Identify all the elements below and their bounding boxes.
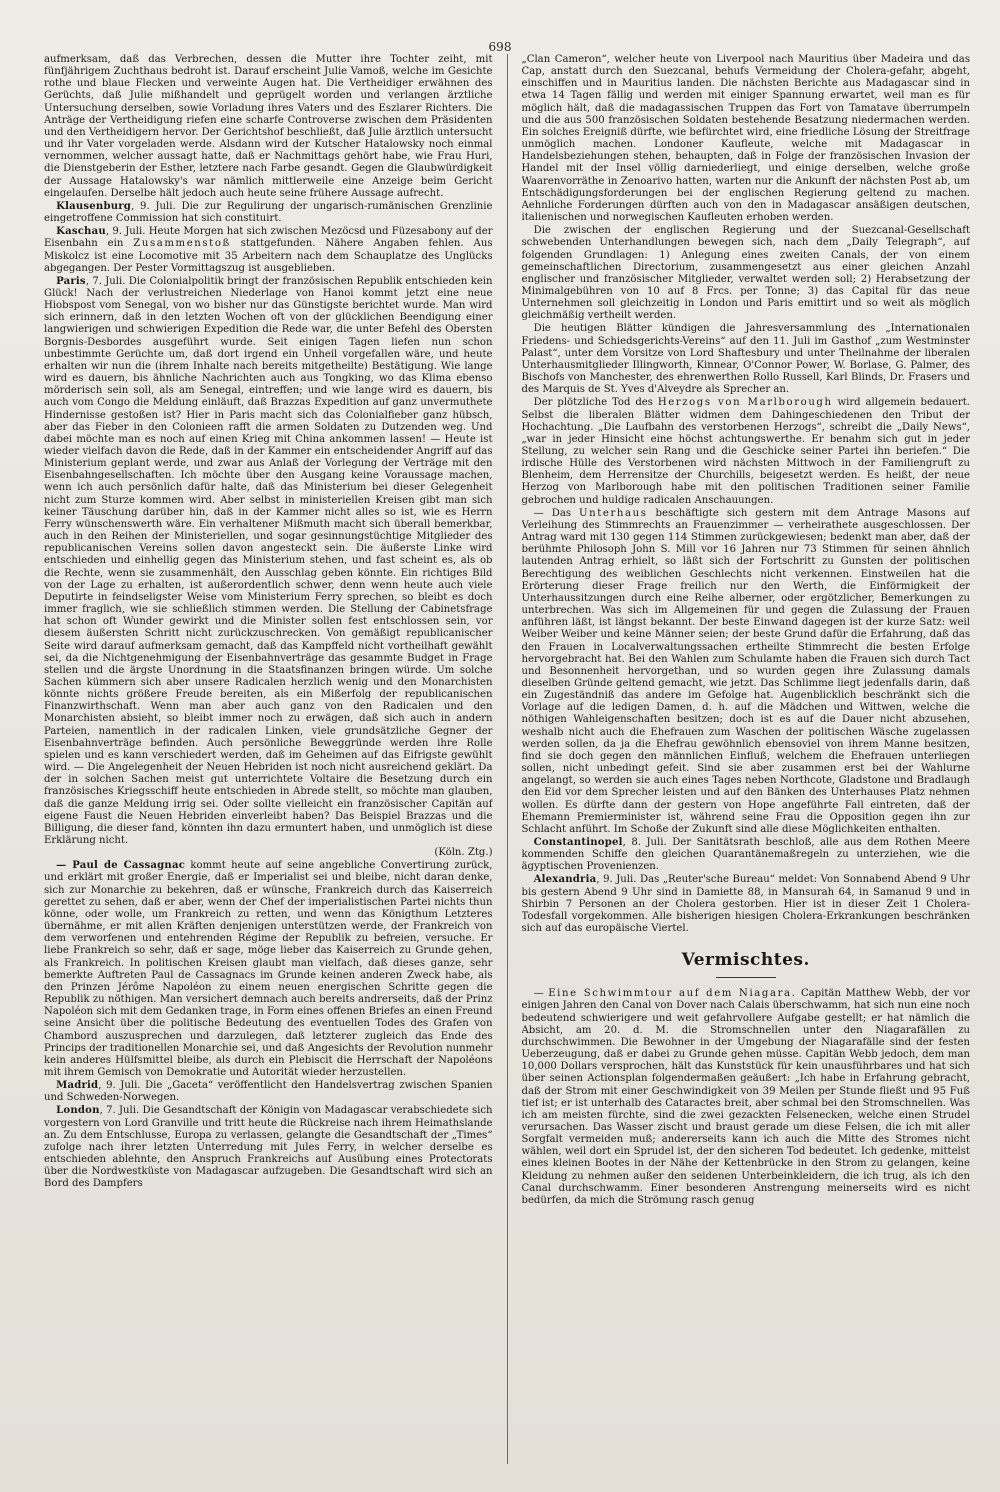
article-cassagnac [44,860,493,1079]
article-london [44,1105,493,1190]
article-text: Die „Gaceta“ veröffentlicht den Handelsvertrag zwischen Spanien und Schweden-Norwegen. [44,1080,493,1104]
dateline-date: , 9. Juli. [98,1080,141,1092]
page-number: 698 [488,40,512,54]
article-text: Heute Morgen hat sich zwischen Mezöcsd und Füzesabony auf der Eisenbahn ein [44,226,493,250]
article-text: wird allgemein bedauert. Selbst die liberalen Blätter widmen dem Dahingeschiedenen den Tribut der Hochachtung. „Die Laufbahn des verstorbenen Herzogs“, schreibt die „Daily News“, „war in jeder Hinsicht eine höchst achtungswerthe. Er benahm sich gut in jeder Stellung, zu welcher sein Rang und die Geschicke seiner Partei ihn beriefen.“ Die irdische Hülle des Verstorbenen wird nächsten Mittwoch in der Familiengruft zu Blenheim, dem Herrensitze der Churchills, beigesetzt werden. Es heißt, der neue Herzog von Marlborough habe mit den politischen Traditionen seiner Familie gebrochen und huldige radicalen Anschauungen. [521,397,971,506]
text-columns [44,54,970,1464]
spaced-text: Unterhaus [579,507,648,519]
dateline-date: , 9. Juli. [131,200,176,212]
left-column [44,54,493,1464]
column-divider [507,54,508,1464]
article-kaschau [44,226,493,275]
article-unterhaus [522,508,971,836]
article-constantinopel [522,837,971,873]
article-suezcanal: Die zwischen der englischen Regierung und der Suezcanal-Gesellschaft schwebenden Unterhandlungen bewegen sich, nach dem „Daily Telegraph“, auf folgenden Grundlagen: 1) Anlegung eines zweiten Canals, der von einem gemeinschaftlichen Directorium, zusammengesetzt aus einer gleichen Anzahl englischer und französischer Mitglieder, verwaltet werden soll; 2) Herabsetzung der Minimalgebühren von 10 auf 8 Frcs. per Tonne; 3) das Capital für das neue Unternehmen soll gleichzeitig in London und Paris emittirt und so weit als möglich gleichmäßig vertheilt werden. [521,225,971,322]
right-column [522,54,971,1464]
article-text: Die Gesandtschaft der Königin von Madagascar verabschiedete sich vorgestern von Lord Granville und tritt heute die Rückreise nach ihrem Heimathslande an. Zu dem Entschlusse, Europa zu verlassen, gelangte die Gesandtschaft der „Times“ zufolge nach ihrer letzten Unterredung mit Jules Ferry, in welcher derselbe es entschieden ablehnte, den Anspruch Frankreichs auf Ausübung eines Protectorats über die Nordwestküste von Madagascar aufzugeben. Die Gesandtschaft wird sich an Bord des Dampfers [44,1105,493,1190]
article-london-continued: „Clan Cameron“, welcher heute von Liverpool nach Mauritius über Madeira und das Cap, anstatt durch den Suezcanal, behufs Vermeidung der Cholera-gefahr, abgeht, einschiffen und in Mauritius landen. Die nächsten Berichte aus Madagascar sind in etwa 14 Tagen fällig und werden mit einiger Spannung erwartet, weil man es für möglich hält, daß die madagassischen Truppen das Fort von Tamatave überrumpeln und die aus 500 französischen Soldaten bestehende Besatzung niedermachen werden. Ein solches Ereigniß dürfte, wie befürchtet wird, eine friedliche Lösung der Streitfrage unmöglich machen. Londoner Kaufleute, welche mit Madagascar in Handelsbeziehungen stehen, behaupten, daß in Folge der französischen Invasion der Handel mit der Insel völlig darniederliegt, und einige derselben, welche große Waarenvorräthe in Zenoarivo hatten, warten nur die Ankunft der nächsten Post ab, um Entschädigungsforderungen bei der englischen Regierung geltend zu machen. Aehnliche Forderungen dürften auch von den in Madagascar ansäßigen deutschen, italienischen und norwegischen Kaufleuten erhoben werden. [521,54,971,224]
article-text: kommt heute auf seine angebliche Convertirung zurück, und erklärt mit großer Energie, daß er Imperialist sei und bleibe, nicht daran denke, sich zur Monarchie zu bekehren, daß er wünsche, Frankreich durch das Kaiserreich gerettet zu sehen, daß er aber, wenn der Chef der imperialistischen Partei nichts thun könne, oder wolle, um Frankreich zu retten, und wenn das Königthum Letzteres übernähme, er mit allen Kräften denjenigen unterstützen werde, der Frankreich von dem verworfenen und entehrenden Régime der Republik zu befreien, versuche. Er liebe Frankreich so sehr, daß er sage, möge lieber das Kaiserreich zu Grunde gehen, als Frankreich. In politischen Kreisen glaubt man vielfach, daß dieses ganze, sehr bemerkte Auftreten Paul de Cassagnacs im Grunde keinen anderen Zweck habe, als den Prinzen Jérôme Napoléon zu einem neuen energischen Schritte gegen die Republik zu nöthigen. Man versichert demnach auch bereits andrerseits, daß der Prinz Napoléon sich mit dem Gedanken trage, in Form eines offenen Briefes an einen Freund seine Ansicht über die politische Bedeutung des eventuellen Todes des Grafen von Chambord auszusprechen und darzulegen, daß letzterer zugleich das Ende des Princips der traditionellen Monarchie sei, und daß Angesichts der Revolution nunmehr kein anderes Hülfsmittel bleibe, als durch ein Plebiscit die Herrschaft der Napoléons mit ihrem Gemisch von Demokratie und Autorität wieder herzustellen. [44,860,493,1078]
dateline-place: Klausenburg [56,200,132,212]
dateline-place: Alexandria [533,874,597,886]
article-friedensverein: Die heutigen Blätter kündigen die Jahresversammlung des „Internationalen Friedens- und Schiedsgerichts-Vereins“ auf den 11. Juli im Gasthof „zum Westminster Palast“, unter dem Vorsitze von Lord Shaftesbury und unter Theilnahme der liberalen Unterhausmitglieder Illingworth, Kinnear, O'Connor Power, W. Borlase, G. Palmer, des Bischofs von Manchester, des ehrenwerthen Rollo Russell, Karl Blinds, Dr. Frasers und des Marquis de St. Yves d'Alveydre als Sprecher an. [521,323,971,396]
dateline-date: , 8. Juli. [622,837,667,848]
dateline-date: , 7. Juli. [99,1105,140,1117]
article-text: Der plötzliche Tod des [533,397,658,409]
dateline-place: Kaschau [56,226,106,238]
article-intro: aufmerksam, daß das Verbrechen, dessen die Mutter ihre Tochter zeiht, mit fünfjährigem Zuchthaus bedroht ist. Darauf erscheint Julie Vamoß, welche im Gesichte rothe und blaue Flecken und verweinte Augen hat. Die Vertheidiger erwähnen des Gerüchts, daß Julie mißhandelt und geprügelt worden und verlangen ärztliche Untersuchung derselben, sowie Vorladung ihres Vaters und des Eszlarer Richters. Die Anträge der Vertheidigung riefen eine scharfe Controverse zwischen dem Präsidenten und den Vertheidigern hervor. Der Gerichtshof beschließt, daß Julie ärztlich untersucht und ihr Vater vorgeladen werde. Alsdann wird der Kutscher Hatalowsky noch einmal vernommen, welcher aussagt hatte, daß er Nachmittags gehört habe, wie Frau Huri, die Dienstgeberin der Esther, letztere nach Farbe gesandt. Gegen die Glaubwürdigkeit der Aussage Hatalowsky's war nämlich mittlerweile eine Anzeige beim Gericht eingelaufen. Derselbe hält jedoch auch heute seine frühere Aussage aufrecht. [44,54,493,199]
article-text: stattgefunden. Nähere Angaben fehlen. Aus Miskolcz ist eine Locomotive mit 35 Arbeitern nach dem Schauplatze des Unglücks abgegangen. Der Pester Vormittagszug ist ausgeblieben. [44,238,493,274]
spaced-text: Herzogs von Marlborough [657,397,833,409]
article-text: Der Sanitätsrath beschloß, alle aus dem Rothen Meere kommenden Schiffe den gleichen Quarantänemaßregeln zu unterziehen, wie die ägyptischen Provenienzen. [521,837,971,873]
article-text: beschäftigte sich gestern mit dem Antrage Masons auf Verleihung des Stimmrechts an Frauenzimmer — verheirathete ausgeschlossen. Der Antrag ward mit 130 gegen 114 Stimmen zurückgewiesen; bedenkt man aber, daß der berühmte Philosoph John S. Mill vor 16 Jahren nur 73 Stimmen für seinen ähnlich lautenden Antrag erhielt, so läßt sich der Fortschritt zu Gunsten der politischen Berechtigung des weiblichen Geschlechts nicht verkennen. Einstweilen hat die Erörterung dieser Frage freilich nur den Werth, die Einförmigkeit der Unterhaussitzungen durch eine Reihe alberner, oder ergötzlicher, Bemerkungen zu unterbrechen. Was sich im Allgemeinen für und gegen die Zulassung der Frauen anführen läßt, ist längst bekannt. Der beste Einwand dagegen ist der kurze Satz: weil Weiber Weiber und keine Männer seien; der beste Grund dafür die Erfahrung, daß das den Frauen in Localverwaltungssachen ertheilte Stimmrecht die besten Erfolge hervorgebracht hat. Bei den Wahlen zum Schulamte haben die Frauen sich durch Tact und Besonnenheit hervorgethan, und so wurden gegen ihre Zulassung damals dieselben Gründe geltend gemacht, wie jetzt. Das Schlimme liegt jedenfalls darin, daß ein Zugeständniß das andere im Gefolge hat. Augenblicklich beschränkt sich die Vorlage auf die ledigen Damen, d. h. auf die Mädchen und Wittwen, welche die nöthigen Wahleigenschaften besitzen; doch ist es auf die Dauer nicht abzusehen, weshalb nicht auch die Ehefrauen zum Waschen der politischen Wäsche zugelassen werden sollen, da ja die Ehefrau gewöhnlich ebensoviel von ihrem Manne besitzen, find sie doch gegen den männlichen Einfluß, welchem die Ehefrauen unterliegen sollen, nicht unbedingt gefeit. Sind sie aber zusammen erst bei der Wahlurne angelangt, so werden sie auch eines Tages neben Northcote, Gladstone und Bradlaugh den Eid vor dem Sprecher leisten und auf den Bänken des Unterhauses Platz nehmen wollen. Es dürfte dann der gestern von Hope angeführte Fall eintreten, daß der Ehemann Premierminister ist, während seine Frau die Opposition gegen ihn zur Schlacht anführt. Im Schoße der Zukunft sind alle diese Möglichkeiten enthalten. [521,507,971,835]
spaced-text: Eine Schwimmtour auf dem Niagara. [548,988,797,1000]
article-text: Die zur Regulirung der ungarisch-rumänischen Grenzlinie eingetroffene Commission hat sich constituirt. [44,200,493,225]
section-rule [716,977,776,978]
article-niagara [522,988,971,1207]
article-text: Das „Reuter'sche Bureau“ meldet: Von Sonnabend Abend 9 Uhr bis gestern Abend 9 Uhr sind in Damiette 88, in Mansurah 64, in Samanud 9 und in Shirbin 7 Personen an der Cholera gestorben. Hier ist in dieser Zeit 1 Cholera-Todesfall vorgekommen. Alle bisherigen hiesigen Cholera-Erkrankungen beschränken sich auf das europäische Viertel. [521,874,971,935]
article-madrid [44,1080,493,1104]
article-paris [44,276,493,860]
dateline-place: Constantinopel [533,837,623,848]
article-marlborough [522,397,971,506]
article-lead: — Paul de Cassagnac [56,860,186,872]
section-heading: Vermischtes. [681,950,810,971]
dateline-place: Madrid [56,1080,99,1092]
dateline-date: , 9. Juli. [596,874,637,886]
article-alexandria [522,874,971,935]
article-text: Capitän Matthew Webb, der vor einigen Jahren den Canal von Dover nach Calais überschwamm, hat sich nun eine noch bedeutend schwierigere und weit gefahrvollere Aufgabe gestellt; er hat nämlich die Absicht, am 20. d. M. die Stromschnellen unter den Niagarafällen zu durchschwimmen. Die Bewohner in der Umgebung der Niagarafälle sind der festen Ueberzeugung, daß er dabei zu Grunde gehen müsse. Capitän Webb jedoch, dem man 10,000 Dollars versprochen, hält das Kunststück für kein unausführbares und hat sich über seinen Actionsplan folgendermaßen geäußert: „Ich habe in Erfahrung gebracht, daß der Strom mit einer Geschwindigkeit von 39 Meilen per Stunde fließt und 95 Fuß tief ist; er ist unterhalb des Cataractes breit, aber schmal bei den Stromschnellen. Was ich am meisten fürchte, sind die zwei gezackten Felsenecken, welche einen Strudel verursachen. Das Wasser zischt und braust gerade um diese Felsen, die ich mit aller Sorgfalt vermeiden muß; andererseits kann ich auch die Mitte des Stromes nicht wählen, weil dort ein Sprudel ist, der den sicheren Tod bedeutet. Ich gedenke, mittelst eines kleinen Bootes in der Nähe der Kettenbrücke in den Strom zu gelangen, keine Kleidung zu nehmen außer den seidenen Unterbeinkleidern, die ich trug, als ich den Canal durchschwamm. Einer besonderen Anstrengung meinerseits wird es nicht bedürfen, da mich die Strömung rasch genug [521,988,971,1206]
dateline-place: Paris [56,275,86,287]
dateline-date: , 7. Juli. [85,275,126,287]
article-text: — [533,988,549,1000]
article-text: Die Colonialpolitik bringt der französischen Republik entschieden kein Glück! Nach der verlustreichen Niederlage von Hanoi kommt jetzt eine neue Hiobspost vom Senegal, von wo bisher nur das Günstigste berichtet wurde. Man wird sich erinnern, daß in den letzten Wochen oft von der glücklichen Beendigung einer langwierigen und schwierigen Expedition die Rede war, die unter Befehl des Obersten Borgnis-Desbordes ausgeführt wurde. Seit einigen Tagen liefen nun schon unbestimmte Gerüchte um, daß dort irgend ein Unheil vorgefallen wäre, und heute erhalten wir nun die (ihrem Inhalte nach bereits mitgetheilte) Bestätigung. Wie lange wird es dauern, bis ähnliche Nachrichten auch aus Tongking, wo das Klima ebenso mörderisch sein soll, als am Senegal, eintreffen; und wie lange wird es dauern, bis auch vom Congo die Meldung einläuft, daß Brazzas Expedition auf ganz unvermuthete Hindernisse gestoßen ist? Hier in Paris macht sich das Colonialfieber ganz hübsch, aber das Fieber in den Colonieen rafft die armen Soldaten zu Dutzenden weg. Und dabei möchte man es noch auf einen Krieg mit China ankommen lassen! — Heute ist wieder vielfach davon die Rede, daß in der Kammer ein entscheidender Angriff auf das Ministerium geplant werde, und zwar aus Anlaß der Vorlegung der Verträge mit den Eisenbahngesellschaften. Ich möchte über den Ausgang keine Voraussage machen, wenn ich auch persönlich dafür halte, daß das Ministerium bei dieser Gelegenheit nicht zum Sturze kommen wird. Aber selbst in ministeriellen Kreisen gibt man sich keiner Täuschung darüber hin, daß in der Kammer nicht alles so ist, wie es Herrn Ferry wünschenswerth wäre. Ein verhaltener Mißmuth macht sich überall bemerkbar, auch in den Reihen der Ministeriellen, und sogar gesinnungstüchtige Mitglieder des republicanischen Vereins sollen davon angesteckt sein. Die äußerste Linke wird entschieden und einhellig gegen das Ministerium stehen, und fast scheint es, als ob die Rechte, wenn sie zusammenhält, den Ausschlag geben könnte. Ein richtiges Bild von der Lage zu erhalten, ist außerordentlich schwer, denn wenn heute auch viele Deputirte in feindseligster Weise vom Ministerium Ferry sprechen, so bleibt es doch immer fraglich, wie sie schließlich stimmen werden. Die Stellung der Cabinetsfrage hat schon oft Wunder gewirkt und die Minister sollen fest entschlossen sein, vor diesem äußersten Schritt nicht zurückzuschrecken. Von gemäßigt republicanischer Seite wird darauf aufmerksam gemacht, daß das Kampffeld nicht vortheilhaft gewählt sei, da die Nichtgenehmigung der Eisenbahnverträge das gesammte Budget in Frage stellen und die ärgste Unordnung in die Staatsfinanzen bringen würde. Um solche Sachen kümmern sich aber unsere Radicalen herzlich wenig und den Monarchisten könnte nichts größere Freude bereiten, als ein Mißerfolg der republicanischen Finanzwirthschaft. Wenn man aber auch ganz von den Radicalen und den Monarchisten absieht, so bleibt immer noch zu erwägen, daß sich auch in andern Parteien, namentlich in der radicalen Linken, viele grundsätzliche Gegner der Eisenbahnverträge befinden. Auch persönliche Beweggründe werden ihre Rolle spielen und es kann verschiedert werden, daß im Geheimen auf das Eifrigste gewühlt wird. — Die Angelegenheit der Neuen Hebriden ist noch nicht ausreichend geklärt. Da der in solchen Sachen meist gut unterrichtete Voltaire die Besetzung durch ein französisches Kriegsschiff heute entschieden in Abrede stellt, so möchte man glauben, daß die ganze Meldung irrig sei. Oder sollte vielleicht ein französischer Capitän auf eigene Faust die Neuen Hebriden einverleibt haben? Das Beispiel Brazzas und die Billigung, die dieser fand, könnten ihn dazu ermuntert haben, und unmöglich ist diese Erklärung nicht. [44,275,493,846]
article-source: (Köln. Ztg.) [434,847,493,859]
article-text: — Das [533,507,580,519]
dateline-place: London [56,1105,100,1117]
article-klausenburg [44,201,493,225]
dateline-date: , 9. Juli. [105,226,146,238]
spaced-text: Zusammenstoß [133,238,231,250]
